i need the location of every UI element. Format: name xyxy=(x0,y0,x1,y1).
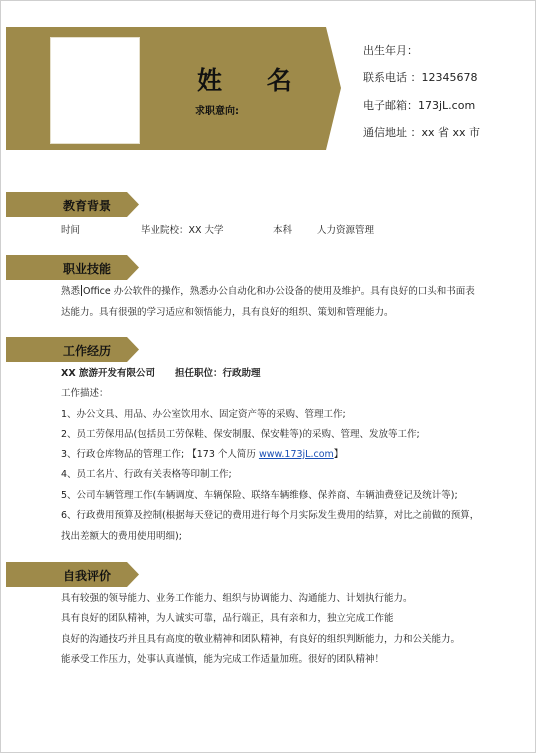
photo-placeholder xyxy=(50,37,140,144)
education-section-title: 教育背景 xyxy=(63,199,112,213)
work-company: XX 旅游开发有限公司 xyxy=(61,368,155,379)
self-line-2: 具有良好的团队精神，为人诚实可靠，品行端正，具有亲和力，独立完成工作能 xyxy=(61,613,394,624)
skills-line-2: 达能力。具有很强的学习适应和领悟能力，具有良好的组织、策划和管理能力。 xyxy=(61,307,394,318)
candidate-name: 姓 名 xyxy=(197,66,310,95)
self-line-1: 具有较强的领导能力、业务工作能力、组织与协调能力、沟通能力、计划执行能力。 xyxy=(61,593,413,604)
skills-line-1 xyxy=(61,283,475,297)
text-cursor xyxy=(81,285,82,296)
education-major: 人力资源管理 xyxy=(317,225,375,236)
address: 通信地址 ：xx 省 xx 市 xyxy=(363,126,481,139)
skills-section-title: 职业技能 xyxy=(63,262,112,276)
skills-line-1-post: Office 办公软件的操作，熟悉办公自动化和办公设备的使用及维护。具有良好的口头和书面表 xyxy=(83,286,475,297)
education-school: 毕业院校：XX 大学 xyxy=(141,225,224,236)
job-intent-label: 求职意向: xyxy=(195,106,239,117)
work-item-1: 1、办公文具、用品、办公室饮用水、固定资产等的采购、管理工作; xyxy=(61,409,346,420)
education-degree: 本科 xyxy=(273,225,293,236)
work-section-title: 工作经历 xyxy=(63,344,112,358)
work-item-6: 6、行政费用预算及控制(根据每天登记的费用进行每个月实际发生费用的结算，对比之前做的预算， xyxy=(61,510,480,521)
work-item-2: 2、员工劳保用品(包括员工劳保鞋、保安制服、保安鞋等)的采购、管理、发放等工作; xyxy=(61,429,420,440)
education-time: 时间 xyxy=(61,225,81,236)
work-desc-label: 工作描述： xyxy=(61,388,109,399)
work-item-3-close: 】 xyxy=(333,449,344,460)
work-item-3 xyxy=(61,446,343,460)
work-position: 担任职位：行政助理 xyxy=(175,368,261,379)
work-item-4: 4、员工名片、行政有关表格等印制工作; xyxy=(61,469,232,480)
email: 电子邮箱：173jL.com xyxy=(363,99,476,112)
self-line-3: 良好的沟通技巧并且具有高度的敬业精神和团队精神，有良好的组织判断能力，力和公关能力。 xyxy=(61,634,461,645)
phone: 联系电话 ：12345678 xyxy=(363,71,478,84)
work-item-3-text: 3、行政仓库物品的管理工作; 【173 个人简历 xyxy=(61,449,259,460)
birth-date: 出生年月： xyxy=(363,44,418,57)
self-section-title: 自我评价 xyxy=(63,569,112,583)
work-item-6-cont: 找出差额大的费用使用明细); xyxy=(61,531,182,542)
website-link[interactable]: www.173jL.com xyxy=(258,449,334,460)
work-item-5: 5、公司车辆管理工作(车辆调度、车辆保险、联络车辆维修、保养商、车辆油费登记及统计等); xyxy=(61,490,458,501)
skills-line-1-pre: 熟悉 xyxy=(61,286,81,297)
self-line-4: 能承受工作压力，处事认真谨慎，能为完成工作适量加班。很好的团队精神！ xyxy=(61,654,385,665)
